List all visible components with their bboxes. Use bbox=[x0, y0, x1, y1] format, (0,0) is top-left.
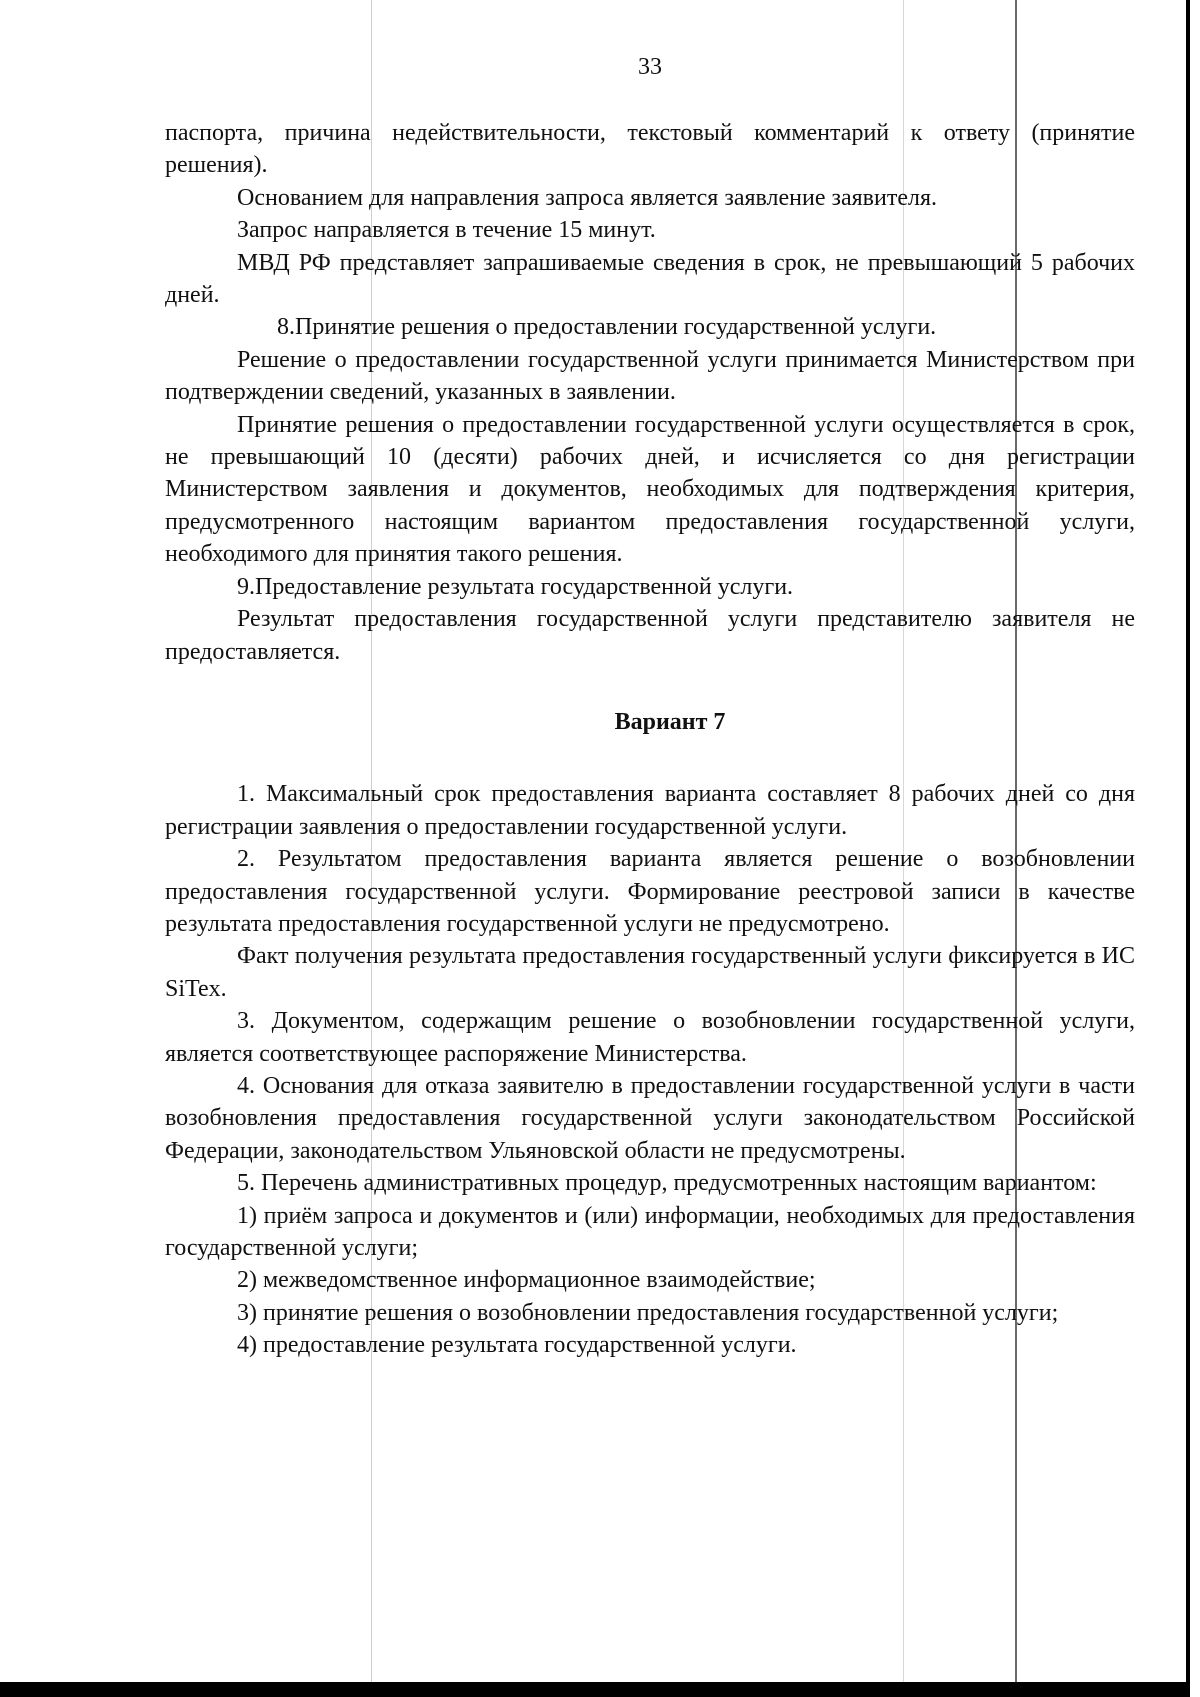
list-item: 1) приём запроса и документов и (или) информации, необходимых для предоставления государственной услуги; bbox=[165, 1202, 1135, 1261]
paragraph: Запрос направляется в течение 15 минут. bbox=[237, 217, 656, 244]
paragraph: 2. Результатом предоставления варианта является решение о возобновлении предоставления государственной услуги. Формирование реестровой записи в качестве результата предоставления государственной услуги не предусмотрено. bbox=[165, 846, 1135, 937]
paragraph: Результат предоставления государственной услуги представителю заявителя не предоставляется. bbox=[165, 606, 1135, 665]
list-item: 4) предоставление результата государственной услуги. bbox=[237, 1332, 797, 1359]
scan-edge-right bbox=[1186, 0, 1190, 1697]
paragraph: 4. Основания для отказа заявителю в предоставлении государственной услуги в части возобновления предоставления государственной услуги законодательством Российской Федерации, законодательством Ульяновской области не предусмотрены. bbox=[165, 1072, 1135, 1164]
document-body bbox=[165, 117, 1135, 1362]
paragraph: 5. Перечень административных процедур, предусмотренных настоящим вариантом: bbox=[237, 1170, 1097, 1197]
paragraph: Факт получения результата предоставления государственный услуги фиксируется в ИС SiTex. bbox=[165, 943, 1135, 1002]
paragraph: МВД РФ представляет запрашиваемые сведения в срок, не превышающий 5 рабочих дней. bbox=[165, 249, 1135, 309]
list-item: 2) межведомственное информационное взаимодействие; bbox=[237, 1267, 816, 1294]
paragraph: паспорта, причина недействительности, текстовый комментарий к ответу (принятие решения). bbox=[165, 120, 1135, 179]
paragraph: 1. Максимальный срок предоставления варианта составляет 8 рабочих дней со дня регистрации заявления о предоставлении государственной услуги. bbox=[165, 781, 1135, 840]
scan-edge-bottom bbox=[0, 1682, 1190, 1697]
paragraph: 8.Принятие решения о предоставлении государственной услуги. bbox=[277, 314, 937, 341]
page-number: 33 bbox=[638, 54, 662, 80]
paragraph: Основанием для направления запроса является заявление заявителя. bbox=[237, 184, 938, 211]
list-item: 3) принятие решения о возобновлении предоставления государственной услуги; bbox=[237, 1299, 1059, 1326]
section-heading: Вариант 7 bbox=[614, 708, 726, 735]
paragraph: Принятие решения о предоставлении государственной услуги осуществляется в срок, не превышающий 10 (десяти) рабочих дней, и исчисляется со дня регистрации Министерством заявления и документов, необходимых для подтверждения критерия, предусмотренного настоящим вариантом предоставления государственной услуги, необходимого для принятия такого решения. bbox=[165, 411, 1135, 568]
paragraph: Решение о предоставлении государственной услуги принимается Министерством при подтверждении сведений, указанных в заявлении. bbox=[165, 346, 1135, 406]
paragraph: 9.Предоставление результата государственной услуги. bbox=[237, 573, 794, 600]
paragraph: 3. Документом, содержащим решение о возобновлении государственной услуги, является соответствующее распоряжение Министерства. bbox=[165, 1008, 1135, 1067]
